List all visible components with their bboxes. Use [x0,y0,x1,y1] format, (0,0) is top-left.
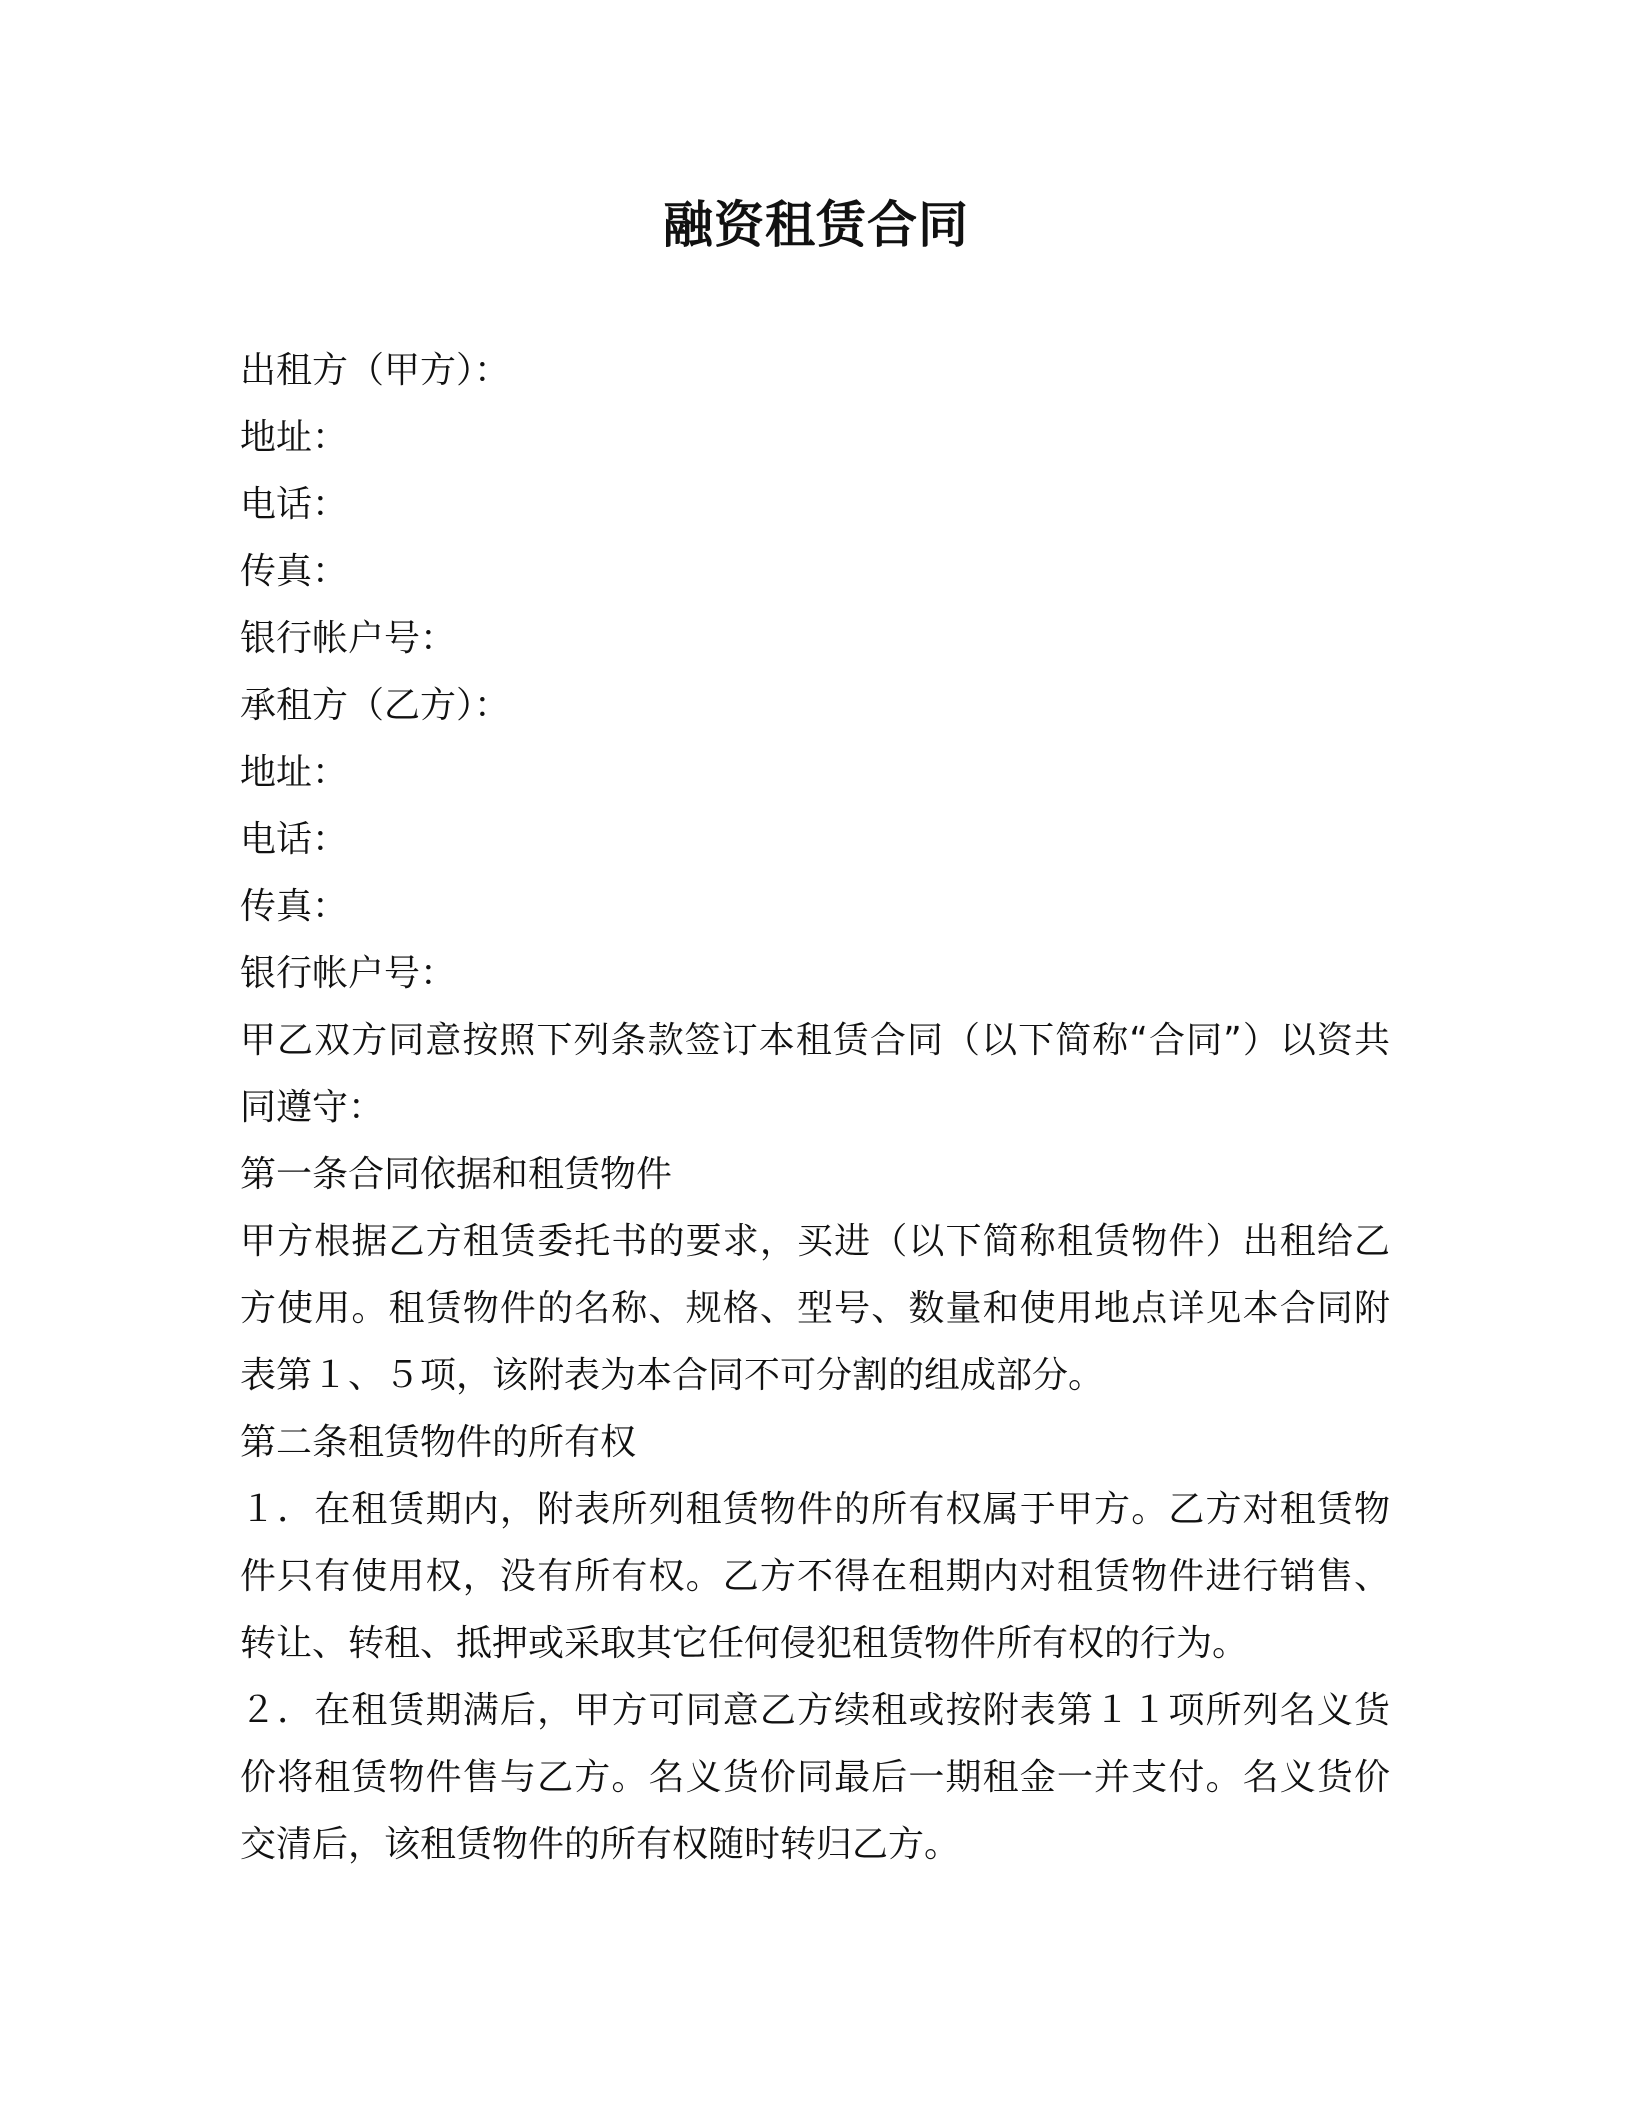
lessor-phone: 电话： [240,484,349,525]
lessee-fax: 传真： [240,886,349,927]
article1-paragraph: 甲方根据乙方租赁委托书的要求，买进（以下简称租赁物件）出租给乙方使用。租赁物件的名称、规格、型号、数量和使用地点详见本合同附表第１、５项，该附表为本合同不可分割的组成部分。 [240,1221,1390,1396]
lessee-label: 承租方（乙方）： [240,685,511,726]
lessor-label: 出租方（甲方）： [240,350,511,391]
lessee-phone: 电话： [240,819,349,860]
article2-heading: 第二条租赁物件的所有权 [240,1422,637,1463]
document-title: 融资租赁合同 [663,196,969,254]
preamble-paragraph: 甲乙双方同意按照下列条款签订本租赁合同（以下简称“合同”）以资共同遵守： [240,1020,1390,1128]
lessor-fax: 传真： [240,551,349,592]
lessee-address: 地址： [240,752,349,793]
lessor-bank-account: 银行帐户号： [240,618,457,659]
article2-item1: １．在租赁期内，附表所列租赁物件的所有权属于甲方。乙方对租赁物件只有使用权，没有所有权。乙方不得在租期内对租赁物件进行销售、转让、转租、抵押或采取其它任何侵犯租赁物件所有权的行为。 [240,1489,1390,1664]
lessee-bank-account: 银行帐户号： [240,953,457,994]
article1-heading: 第一条合同依据和租赁物件 [240,1154,673,1195]
lessor-address: 地址： [240,417,349,458]
document-body [240,337,1390,1878]
article2-item2: ２．在租赁期满后，甲方可同意乙方续租或按附表第１１项所列名义货价将租赁物件售与乙方。名义货价同最后一期租金一并支付。名义货价交清后，该租赁物件的所有权随时转归乙方。 [240,1690,1390,1865]
